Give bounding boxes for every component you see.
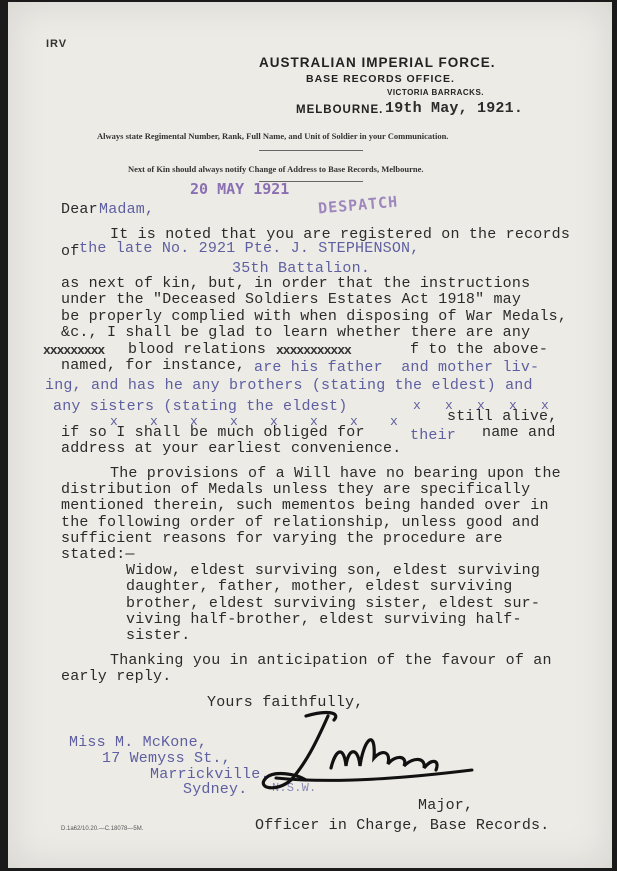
body-line-1: It is noted that you are registered on the records bbox=[110, 226, 571, 243]
body-line-11: any sisters (stating the eldest) bbox=[53, 398, 348, 415]
body-line-4: as next of kin, but, in order that the instructions bbox=[61, 275, 531, 292]
form-reference: D.1a62/10.20.—C.18078—5M. bbox=[61, 826, 144, 832]
body-line-8b: f to the above- bbox=[410, 341, 549, 358]
order-line-5: sister. bbox=[126, 627, 191, 644]
header-divider bbox=[259, 150, 363, 151]
reference-mark: IRV bbox=[46, 38, 68, 50]
body-line-12a: if so I shall be much obliged for bbox=[61, 424, 365, 441]
x-marks-row-1: x x x x x bbox=[413, 398, 550, 413]
x-marks-row-2: x x x x x x x x bbox=[110, 414, 399, 429]
closing-line-1: Thanking you in anticipation of the favour of an bbox=[110, 652, 552, 669]
body-line-10: ing, and has he any brothers (stating the eldest) and bbox=[45, 377, 533, 394]
body-line-9a: named, for instance, bbox=[61, 357, 246, 374]
salutation-prefix: Dear bbox=[61, 201, 98, 218]
addressee-street: 17 Wemyss St., bbox=[102, 750, 231, 767]
provisions-line-2: distribution of Medals unless they are specifically bbox=[61, 481, 531, 498]
body-line-12b: their bbox=[410, 427, 457, 444]
salutation-name: Madam, bbox=[99, 201, 155, 218]
signatory-rank: Major, bbox=[418, 797, 474, 814]
addressee-suburb: Marrickville. bbox=[150, 766, 270, 783]
body-line-2-prefix: of bbox=[61, 243, 80, 260]
provisions-line-4: the following order of relationship, unless good and bbox=[61, 514, 540, 531]
body-line-7: &c., I shall be glad to learn whether there are any bbox=[61, 324, 531, 341]
body-line-13: address at your earliest convenience. bbox=[61, 440, 402, 457]
letterhead-title: AUSTRALIAN IMPERIAL FORCE. bbox=[259, 55, 496, 70]
provisions-line-5: sufficient reasons for varying the procedure are bbox=[61, 530, 503, 547]
provisions-line-1: The provisions of a Will have no bearing upon the bbox=[110, 465, 561, 482]
closing-line-2: early reply. bbox=[61, 668, 172, 685]
letter-date: 19th May, 1921. bbox=[385, 100, 524, 117]
order-line-3: brother, eldest surviving sister, eldest sur- bbox=[126, 595, 541, 612]
addressee-state: N.S.W. bbox=[272, 781, 317, 795]
handwritten-signature bbox=[236, 708, 476, 798]
body-line-5: under the "Deceased Soldiers Estates Act 1918" may bbox=[61, 291, 522, 308]
despatch-stamp: DESPATCH bbox=[317, 192, 399, 218]
order-line-1: Widow, eldest surviving son, eldest surviving bbox=[126, 562, 541, 579]
body-line-8a: blood relations bbox=[128, 341, 267, 358]
addressee-name: Miss M. McKone, bbox=[69, 734, 208, 751]
signatory-role: Officer in Charge, Base Records. bbox=[255, 817, 550, 834]
body-line-6: be properly complied with when disposing of War Medals, bbox=[61, 308, 568, 325]
struck-out-text-1: xxxxxxxxx bbox=[43, 343, 105, 358]
provisions-line-6: stated:— bbox=[61, 546, 135, 563]
next-of-kin-notice: Next of Kin should always notify Change of Address to Base Records, Melbourne. bbox=[128, 164, 424, 174]
letterhead-city: MELBOURNE. bbox=[296, 104, 384, 116]
battalion: 35th Battalion. bbox=[232, 260, 371, 277]
received-date-stamp: 20 MAY 1921 bbox=[190, 180, 290, 198]
soldier-details: the late No. 2921 Pte. J. STEPHENSON, bbox=[79, 240, 420, 257]
letterhead-office: BASE RECORDS OFFICE. bbox=[306, 73, 455, 85]
letterhead-barracks: VICTORIA BARRACKS. bbox=[387, 88, 485, 97]
struck-out-text-2: xxxxxxxxxxx bbox=[276, 343, 351, 358]
regimental-notice: Always state Regimental Number, Rank, Full Name, and Unit of Soldier in your Communication. bbox=[97, 131, 449, 141]
order-line-4: viving half-brother, eldest surviving half- bbox=[126, 611, 522, 628]
yours-faithfully: Yours faithfully, bbox=[207, 694, 364, 711]
provisions-line-3: mentioned therein, such mementos being handed over in bbox=[61, 497, 549, 514]
body-line-12c: name and bbox=[482, 424, 556, 441]
body-line-9b: are his father and mother liv- bbox=[254, 359, 540, 376]
order-line-2: daughter, father, mother, eldest surviving bbox=[126, 578, 513, 595]
addressee-city: Sydney. bbox=[183, 781, 248, 798]
body-line-11b: still alive, bbox=[447, 408, 558, 425]
